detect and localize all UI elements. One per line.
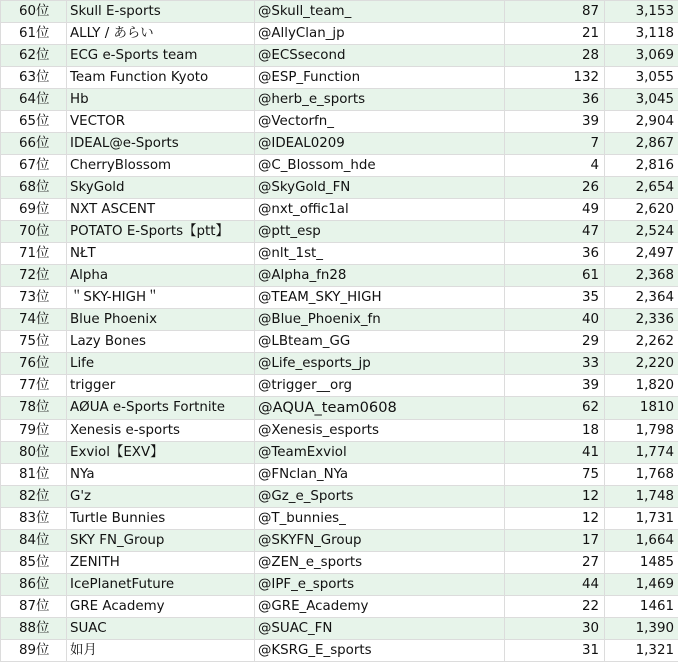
rank-cell[interactable]: 65位 (1, 111, 67, 133)
count-cell[interactable]: 39 (505, 375, 605, 397)
score-cell[interactable]: 2,364 (605, 287, 678, 309)
count-cell[interactable]: 31 (505, 640, 605, 662)
count-cell[interactable]: 44 (505, 574, 605, 596)
team-name-cell[interactable]: Exviol【EXV】 (67, 442, 255, 464)
table-row[interactable] (1, 155, 678, 177)
rank-cell[interactable]: 70位 (1, 221, 67, 243)
rank-cell[interactable]: 68位 (1, 177, 67, 199)
table-row[interactable] (1, 89, 678, 111)
count-cell[interactable]: 62 (505, 397, 605, 420)
twitter-handle-cell[interactable]: @LBteam_GG (255, 331, 505, 353)
team-name-cell[interactable]: IDEAL@e-Sports (67, 133, 255, 155)
table-row[interactable] (1, 331, 678, 353)
team-name-cell[interactable]: G'z (67, 486, 255, 508)
rank-cell[interactable]: 78位 (1, 397, 67, 420)
table-row[interactable] (1, 397, 678, 420)
twitter-handle-cell[interactable]: @trigger__org (255, 375, 505, 397)
twitter-handle-cell[interactable]: @SUAC_FN (255, 618, 505, 640)
score-cell[interactable]: 1,748 (605, 486, 678, 508)
table-row[interactable] (1, 618, 678, 640)
count-cell[interactable]: 87 (505, 1, 605, 23)
rank-cell[interactable]: 88位 (1, 618, 67, 640)
rank-cell[interactable]: 71位 (1, 243, 67, 265)
score-cell[interactable]: 3,055 (605, 67, 678, 89)
table-row[interactable] (1, 23, 678, 45)
rank-cell[interactable]: 62位 (1, 45, 67, 67)
score-cell[interactable]: 2,904 (605, 111, 678, 133)
count-cell[interactable]: 29 (505, 331, 605, 353)
count-cell[interactable]: 27 (505, 552, 605, 574)
table-row[interactable] (1, 287, 678, 309)
rank-cell[interactable]: 61位 (1, 23, 67, 45)
rank-cell[interactable]: 66位 (1, 133, 67, 155)
twitter-handle-cell[interactable]: @Xenesis_esports (255, 420, 505, 442)
score-cell[interactable]: 1,664 (605, 530, 678, 552)
table-row[interactable] (1, 464, 678, 486)
score-cell[interactable]: 3,153 (605, 1, 678, 23)
score-cell[interactable]: 1,731 (605, 508, 678, 530)
count-cell[interactable]: 12 (505, 508, 605, 530)
table-row[interactable] (1, 111, 678, 133)
table-row[interactable] (1, 265, 678, 287)
rank-cell[interactable]: 89位 (1, 640, 67, 662)
team-name-cell[interactable]: NYa (67, 464, 255, 486)
team-name-cell[interactable]: GRE Academy (67, 596, 255, 618)
twitter-handle-cell[interactable]: @SkyGold_FN (255, 177, 505, 199)
twitter-handle-cell[interactable]: @Vectorfn_ (255, 111, 505, 133)
score-cell[interactable]: 3,069 (605, 45, 678, 67)
rank-cell[interactable]: 83位 (1, 508, 67, 530)
table-row[interactable] (1, 442, 678, 464)
team-name-cell[interactable]: Team Function Kyoto (67, 67, 255, 89)
team-name-cell[interactable]: Blue Phoenix (67, 309, 255, 331)
count-cell[interactable]: 17 (505, 530, 605, 552)
rank-cell[interactable]: 73位 (1, 287, 67, 309)
rank-cell[interactable]: 77位 (1, 375, 67, 397)
team-name-cell[interactable]: SKY FN_Group (67, 530, 255, 552)
count-cell[interactable]: 18 (505, 420, 605, 442)
count-cell[interactable]: 12 (505, 486, 605, 508)
score-cell[interactable]: 1,321 (605, 640, 678, 662)
score-cell[interactable]: 2,867 (605, 133, 678, 155)
score-cell[interactable]: 2,620 (605, 199, 678, 221)
rank-cell[interactable]: 84位 (1, 530, 67, 552)
count-cell[interactable]: 22 (505, 596, 605, 618)
twitter-handle-cell[interactable]: @FNclan_NYa (255, 464, 505, 486)
rank-cell[interactable]: 75位 (1, 331, 67, 353)
rank-cell[interactable]: 67位 (1, 155, 67, 177)
rank-cell[interactable]: 64位 (1, 89, 67, 111)
count-cell[interactable]: 49 (505, 199, 605, 221)
table-row[interactable] (1, 530, 678, 552)
count-cell[interactable]: 41 (505, 442, 605, 464)
rank-cell[interactable]: 63位 (1, 67, 67, 89)
score-cell[interactable]: 1,798 (605, 420, 678, 442)
rank-cell[interactable]: 87位 (1, 596, 67, 618)
rank-cell[interactable]: 76位 (1, 353, 67, 375)
table-row[interactable] (1, 640, 678, 662)
team-name-cell[interactable]: trigger (67, 375, 255, 397)
table-row[interactable] (1, 177, 678, 199)
twitter-handle-cell[interactable]: @KSRG_E_sports (255, 640, 505, 662)
team-name-cell[interactable]: ALLY / あらい (67, 23, 255, 45)
team-name-cell[interactable]: NŁT (67, 243, 255, 265)
table-row[interactable] (1, 243, 678, 265)
table-row[interactable] (1, 133, 678, 155)
twitter-handle-cell[interactable]: @Alpha_fn28 (255, 265, 505, 287)
table-row[interactable] (1, 596, 678, 618)
score-cell[interactable]: 2,220 (605, 353, 678, 375)
twitter-handle-cell[interactable]: @Life_esports_jp (255, 353, 505, 375)
table-row[interactable] (1, 420, 678, 442)
count-cell[interactable]: 35 (505, 287, 605, 309)
twitter-handle-cell[interactable]: @ESP_Function (255, 67, 505, 89)
twitter-handle-cell[interactable]: @AQUA_team0608 (255, 397, 505, 420)
score-cell[interactable]: 2,654 (605, 177, 678, 199)
score-cell[interactable]: 2,262 (605, 331, 678, 353)
team-name-cell[interactable]: Lazy Bones (67, 331, 255, 353)
score-cell[interactable]: 3,118 (605, 23, 678, 45)
score-cell[interactable]: 1,390 (605, 618, 678, 640)
table-row[interactable] (1, 353, 678, 375)
rank-cell[interactable]: 81位 (1, 464, 67, 486)
team-name-cell[interactable]: ECG e-Sports team (67, 45, 255, 67)
twitter-handle-cell[interactable]: @herb_e_sports (255, 89, 505, 111)
twitter-handle-cell[interactable]: @TeamExviol (255, 442, 505, 464)
count-cell[interactable]: 75 (505, 464, 605, 486)
team-name-cell[interactable]: Turtle Bunnies (67, 508, 255, 530)
table-row[interactable] (1, 45, 678, 67)
twitter-handle-cell[interactable]: @C_Blossom_hde (255, 155, 505, 177)
score-cell[interactable]: 1,774 (605, 442, 678, 464)
table-row[interactable] (1, 552, 678, 574)
score-cell[interactable]: 1,820 (605, 375, 678, 397)
twitter-handle-cell[interactable]: @AllyClan_jp (255, 23, 505, 45)
table-row[interactable] (1, 1, 678, 23)
count-cell[interactable]: 36 (505, 243, 605, 265)
team-name-cell[interactable]: VECTOR (67, 111, 255, 133)
twitter-handle-cell[interactable]: @ptt_esp (255, 221, 505, 243)
count-cell[interactable]: 40 (505, 309, 605, 331)
count-cell[interactable]: 28 (505, 45, 605, 67)
rank-cell[interactable]: 69位 (1, 199, 67, 221)
score-cell[interactable]: 2,368 (605, 265, 678, 287)
team-name-cell[interactable]: SkyGold (67, 177, 255, 199)
twitter-handle-cell[interactable]: @T_bunnies_ (255, 508, 505, 530)
table-row[interactable] (1, 486, 678, 508)
rank-cell[interactable]: 85位 (1, 552, 67, 574)
table-row[interactable] (1, 221, 678, 243)
score-cell[interactable]: 1485 (605, 552, 678, 574)
table-row[interactable] (1, 199, 678, 221)
team-name-cell[interactable]: AØUA e-Sports Fortnite (67, 397, 255, 420)
table-row[interactable] (1, 309, 678, 331)
table-row[interactable] (1, 67, 678, 89)
rank-cell[interactable]: 72位 (1, 265, 67, 287)
count-cell[interactable]: 30 (505, 618, 605, 640)
score-cell[interactable]: 1,469 (605, 574, 678, 596)
count-cell[interactable]: 132 (505, 67, 605, 89)
rank-cell[interactable]: 82位 (1, 486, 67, 508)
rank-cell[interactable]: 79位 (1, 420, 67, 442)
rank-cell[interactable]: 60位 (1, 1, 67, 23)
score-cell[interactable]: 1810 (605, 397, 678, 420)
team-name-cell[interactable]: IcePlanetFuture (67, 574, 255, 596)
score-cell[interactable]: 1461 (605, 596, 678, 618)
count-cell[interactable]: 21 (505, 23, 605, 45)
twitter-handle-cell[interactable]: @nxt_offic1al (255, 199, 505, 221)
team-name-cell[interactable]: Hb (67, 89, 255, 111)
team-name-cell[interactable]: Xenesis e-sports (67, 420, 255, 442)
count-cell[interactable]: 61 (505, 265, 605, 287)
team-name-cell[interactable]: ＂SKY-HIGH＂ (67, 287, 255, 309)
ranking-table-body (1, 1, 678, 662)
score-cell[interactable]: 2,336 (605, 309, 678, 331)
team-name-cell[interactable]: Alpha (67, 265, 255, 287)
team-name-cell[interactable]: Life (67, 353, 255, 375)
score-cell[interactable]: 3,045 (605, 89, 678, 111)
table-row[interactable] (1, 508, 678, 530)
twitter-handle-cell[interactable]: @ZEN_e_sports (255, 552, 505, 574)
score-cell[interactable]: 2,816 (605, 155, 678, 177)
twitter-handle-cell[interactable]: @ECSsecond (255, 45, 505, 67)
team-name-cell[interactable]: Skull E-sports (67, 1, 255, 23)
count-cell[interactable]: 4 (505, 155, 605, 177)
rank-cell[interactable]: 86位 (1, 574, 67, 596)
rank-cell[interactable]: 74位 (1, 309, 67, 331)
table-row[interactable] (1, 574, 678, 596)
score-cell[interactable]: 2,497 (605, 243, 678, 265)
twitter-handle-cell[interactable]: @GRE_Academy (255, 596, 505, 618)
count-cell[interactable]: 26 (505, 177, 605, 199)
twitter-handle-cell[interactable]: @Gz_e_Sports (255, 486, 505, 508)
twitter-handle-cell[interactable]: @Skull_team_ (255, 1, 505, 23)
count-cell[interactable]: 36 (505, 89, 605, 111)
twitter-handle-cell[interactable]: @IPF_e_sports (255, 574, 505, 596)
count-cell[interactable]: 7 (505, 133, 605, 155)
count-cell[interactable]: 39 (505, 111, 605, 133)
twitter-handle-cell[interactable]: @nlt_1st_ (255, 243, 505, 265)
team-name-cell[interactable]: NXT ASCENT (67, 199, 255, 221)
score-cell[interactable]: 2,524 (605, 221, 678, 243)
team-name-cell[interactable]: CherryBlossom (67, 155, 255, 177)
table-row[interactable] (1, 375, 678, 397)
twitter-handle-cell[interactable]: @IDEAL0209 (255, 133, 505, 155)
twitter-handle-cell[interactable]: @SKYFN_Group (255, 530, 505, 552)
score-cell[interactable]: 1,768 (605, 464, 678, 486)
twitter-handle-cell[interactable]: @TEAM_SKY_HIGH (255, 287, 505, 309)
team-name-cell[interactable]: SUAC (67, 618, 255, 640)
twitter-handle-cell[interactable]: @Blue_Phoenix_fn (255, 309, 505, 331)
count-cell[interactable]: 47 (505, 221, 605, 243)
rank-cell[interactable]: 80位 (1, 442, 67, 464)
team-name-cell[interactable]: ZENITH (67, 552, 255, 574)
team-name-cell[interactable]: 如月 (67, 640, 255, 662)
count-cell[interactable]: 33 (505, 353, 605, 375)
team-name-cell[interactable]: POTATO E-Sports【ptt】 (67, 221, 255, 243)
